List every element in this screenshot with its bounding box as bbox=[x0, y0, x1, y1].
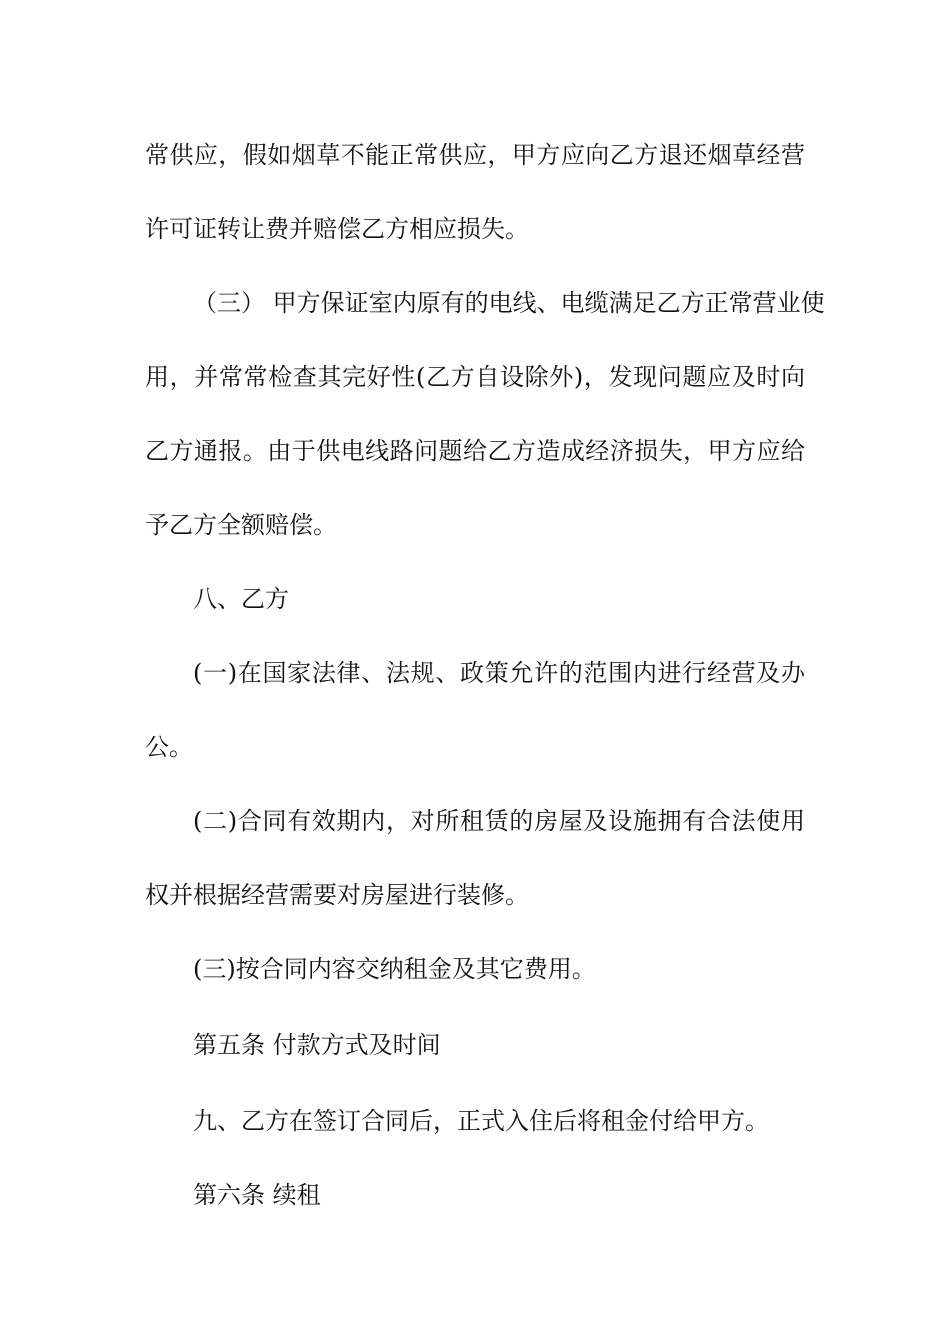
paragraph-line: 予乙方全额赔偿。 bbox=[145, 511, 337, 539]
section-heading: 八、乙方 bbox=[193, 585, 289, 613]
paragraph-line: (一)在国家法律、法规、政策允许的范围内进行经营及办 bbox=[193, 659, 805, 687]
paragraph-line: (三)按合同内容交纳租金及其它费用。 bbox=[193, 955, 596, 983]
paragraph-line: 许可证转让费并赔偿乙方相应损失。 bbox=[145, 215, 529, 243]
paragraph-line: 乙方通报。由于供电线路问题给乙方造成经济损失，甲方应给 bbox=[145, 437, 805, 465]
paragraph-line: (二)合同有效期内，对所租赁的房屋及设施拥有合法使用 bbox=[193, 807, 805, 835]
paragraph-line: 九、乙方在签订合同后，正式入住后将租金付给甲方。 bbox=[193, 1107, 769, 1135]
paragraph-line: 用，并常常检查其完好性(乙方自设除外)，发现问题应及时向 bbox=[145, 363, 805, 391]
paragraph-line: 权并根据经营需要对房屋进行装修。 bbox=[145, 881, 529, 909]
article-heading: 第五条 付款方式及时间 bbox=[193, 1031, 441, 1059]
article-heading: 第六条 续租 bbox=[193, 1181, 321, 1209]
paragraph-line: 常供应，假如烟草不能正常供应，甲方应向乙方退还烟草经营 bbox=[145, 141, 805, 169]
paragraph-line: 公。 bbox=[145, 733, 193, 761]
paragraph-line: （三） 甲方保证室内原有的电线、电缆满足乙方正常营业使 bbox=[193, 289, 825, 317]
